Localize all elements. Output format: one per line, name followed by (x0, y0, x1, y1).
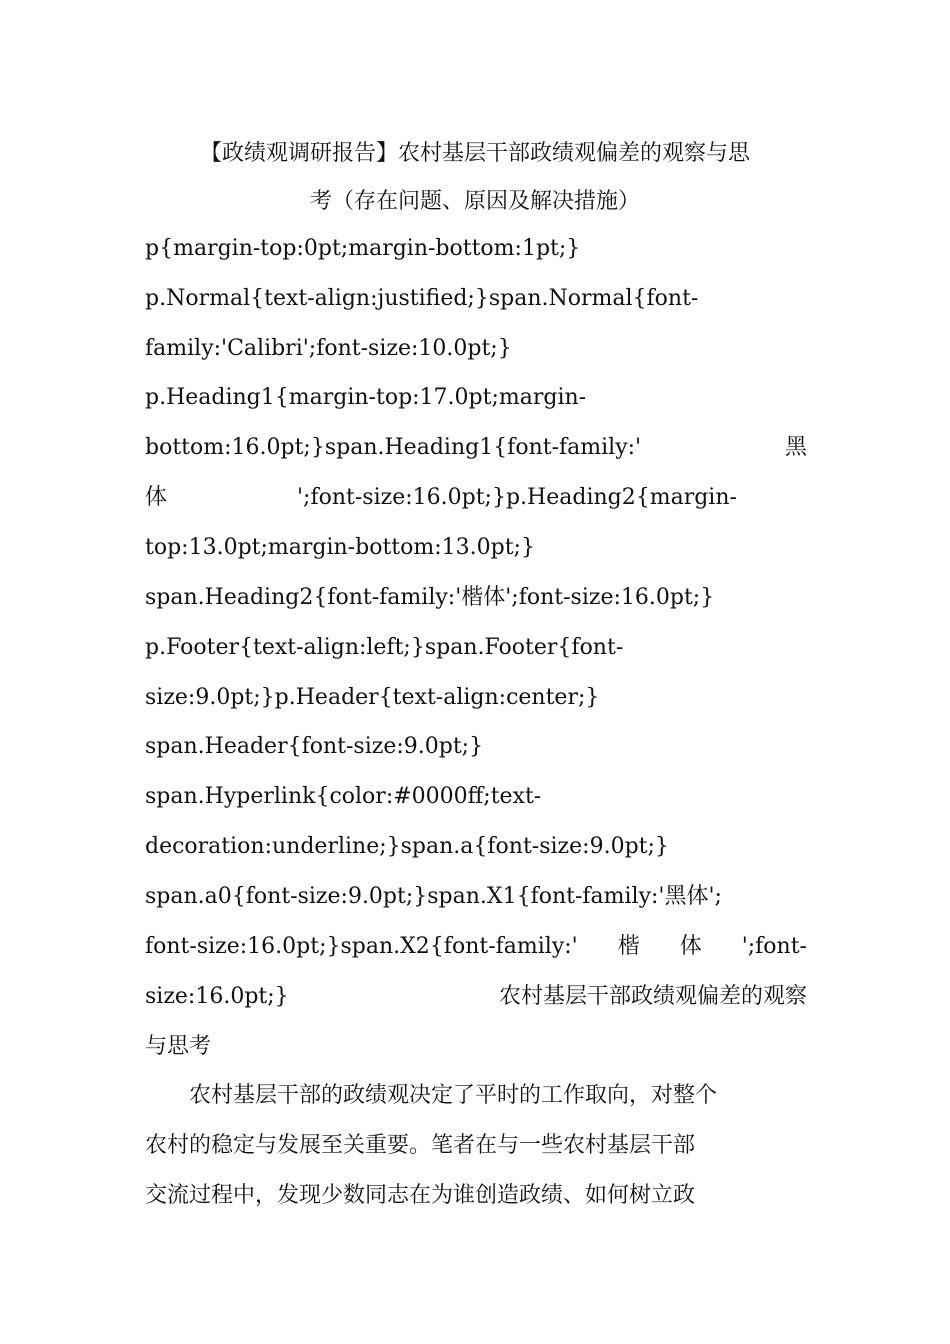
css-text-segment: ';font-size:16.0pt;}p.Heading2{margin- (297, 485, 737, 510)
css-text-line: span.Header{font-size:9.0pt;} (145, 734, 484, 759)
body-paragraph-line: 交流过程中，发现少数同志在为谁创造政绩、如何树立政 (145, 1183, 696, 1208)
body-paragraph-line: 农村的稳定与发展至关重要。笔者在与一些农村基层干部 (145, 1133, 696, 1158)
css-text-segment: font-size:16.0pt;}span.X2{font-family:' (145, 934, 578, 959)
css-text-line (145, 983, 807, 1011)
css-text-line: p{margin-top:0pt;margin-bottom:1pt;} (145, 236, 581, 261)
css-text-line: span.Heading2{font-family:'楷体';font-size:16.0pt;} (145, 585, 715, 610)
css-text-line: family:'Calibri';font-size:10.0pt;} (145, 336, 512, 361)
title-line-2: 考（存在问题、原因及解决措施） (309, 189, 640, 214)
css-text-segment: bottom:16.0pt;}span.Heading1{font-family:' (145, 435, 642, 460)
css-text-segment: 农村基层干部政绩观偏差的观察 (498, 984, 807, 1009)
css-text-segment: 体 (679, 934, 702, 959)
css-text-line: decoration:underline;}span.a{font-size:9.0pt;} (145, 834, 669, 859)
css-text-line: top:13.0pt;margin-bottom:13.0pt;} (145, 535, 535, 560)
css-text-segment: ';font- (741, 934, 807, 959)
css-text-line: p.Heading1{margin-top:17.0pt;margin- (145, 385, 587, 410)
css-text-line: p.Normal{text-align:justified;}span.Normal{font- (145, 286, 699, 311)
css-text-line (145, 434, 807, 462)
css-text-segment: 楷 (617, 934, 640, 959)
css-text-line (145, 484, 807, 512)
css-text-line: span.a0{font-size:9.0pt;}span.X1{font-family:'黑体'; (145, 884, 722, 909)
css-text-line: p.Footer{text-align:left;}span.Footer{font- (145, 635, 624, 660)
css-text-line (145, 933, 807, 961)
css-text-line: span.Hyperlink{color:#0000ff;text- (145, 784, 542, 809)
body-paragraph-line: 农村基层干部的政绩观决定了平时的工作取向，对整个 (189, 1083, 718, 1108)
css-text-segment: size:16.0pt;} (145, 984, 289, 1009)
css-text-segment: 黑 (784, 435, 807, 460)
title-line-1: 【政绩观调研报告】农村基层干部政绩观偏差的观察与思 (199, 141, 750, 166)
css-text-line: size:9.0pt;}p.Header{text-align:center;} (145, 685, 600, 710)
css-text-line: 与思考 (145, 1034, 212, 1059)
css-text-segment: 体 (145, 485, 168, 510)
document-title (145, 130, 805, 226)
